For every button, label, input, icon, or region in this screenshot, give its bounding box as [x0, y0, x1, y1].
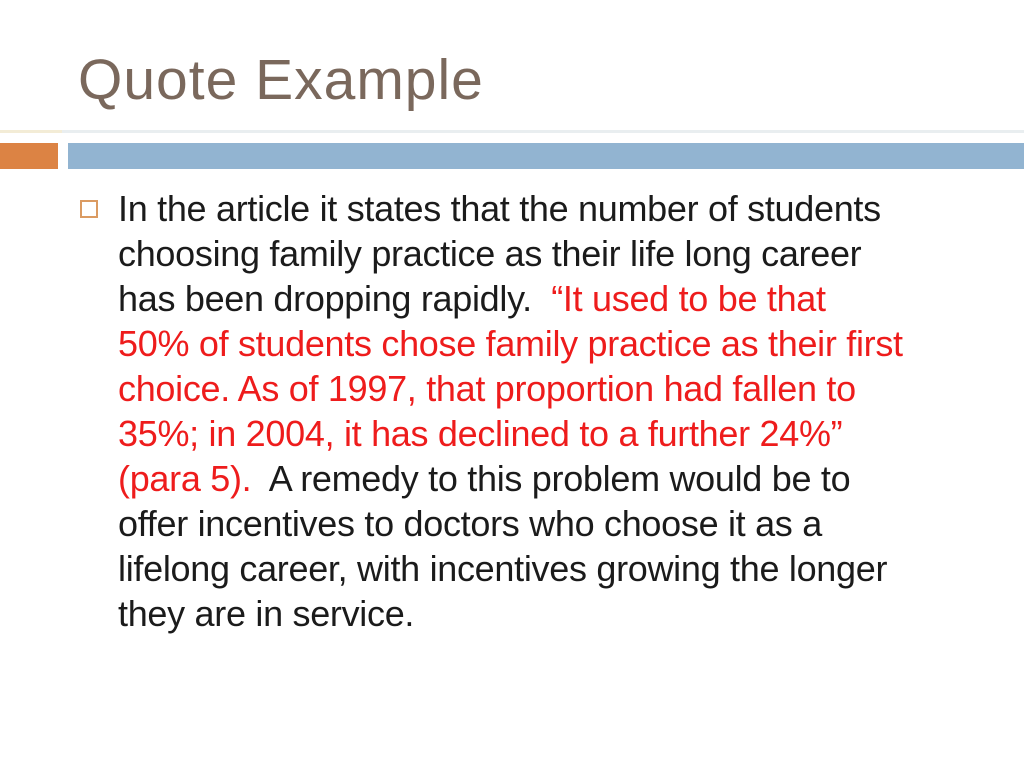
text-segment: 50% of students chose family practice as their first — [118, 323, 903, 364]
body-paragraph — [118, 186, 978, 636]
bullet-square-icon — [80, 200, 98, 218]
text-line — [118, 456, 978, 501]
text-line — [118, 501, 978, 546]
text-segment: (para 5). — [118, 458, 269, 499]
text-line — [118, 591, 978, 636]
text-line — [118, 546, 978, 591]
text-segment: In the article it states that the number of students — [118, 188, 881, 229]
text-line — [118, 231, 978, 276]
text-segment: “It used to be that — [551, 278, 826, 319]
text-line — [118, 321, 978, 366]
orange-accent-bar — [0, 143, 58, 169]
text-segment: lifelong career, with incentives growing the longer — [118, 548, 888, 589]
text-line — [118, 276, 978, 321]
text-line — [118, 186, 978, 231]
text-segment: they are in service. — [118, 593, 415, 634]
divider-line-left-segment — [0, 130, 62, 133]
text-segment: offer incentives to doctors who choose it as a — [118, 503, 822, 544]
slide-title: Quote Example — [78, 48, 484, 112]
text-line — [118, 366, 978, 411]
text-line — [118, 411, 978, 456]
divider-line — [0, 130, 1024, 133]
text-segment: 35%; in 2004, it has declined to a further 24%” — [118, 413, 843, 454]
text-segment: A remedy to this problem would be to — [268, 458, 851, 499]
text-segment: choosing family practice as their life long career — [118, 233, 862, 274]
blue-accent-bar — [68, 143, 1024, 169]
text-segment: has been dropping rapidly. — [118, 278, 552, 319]
text-segment: choice. As of 1997, that proportion had fallen to — [118, 368, 856, 409]
